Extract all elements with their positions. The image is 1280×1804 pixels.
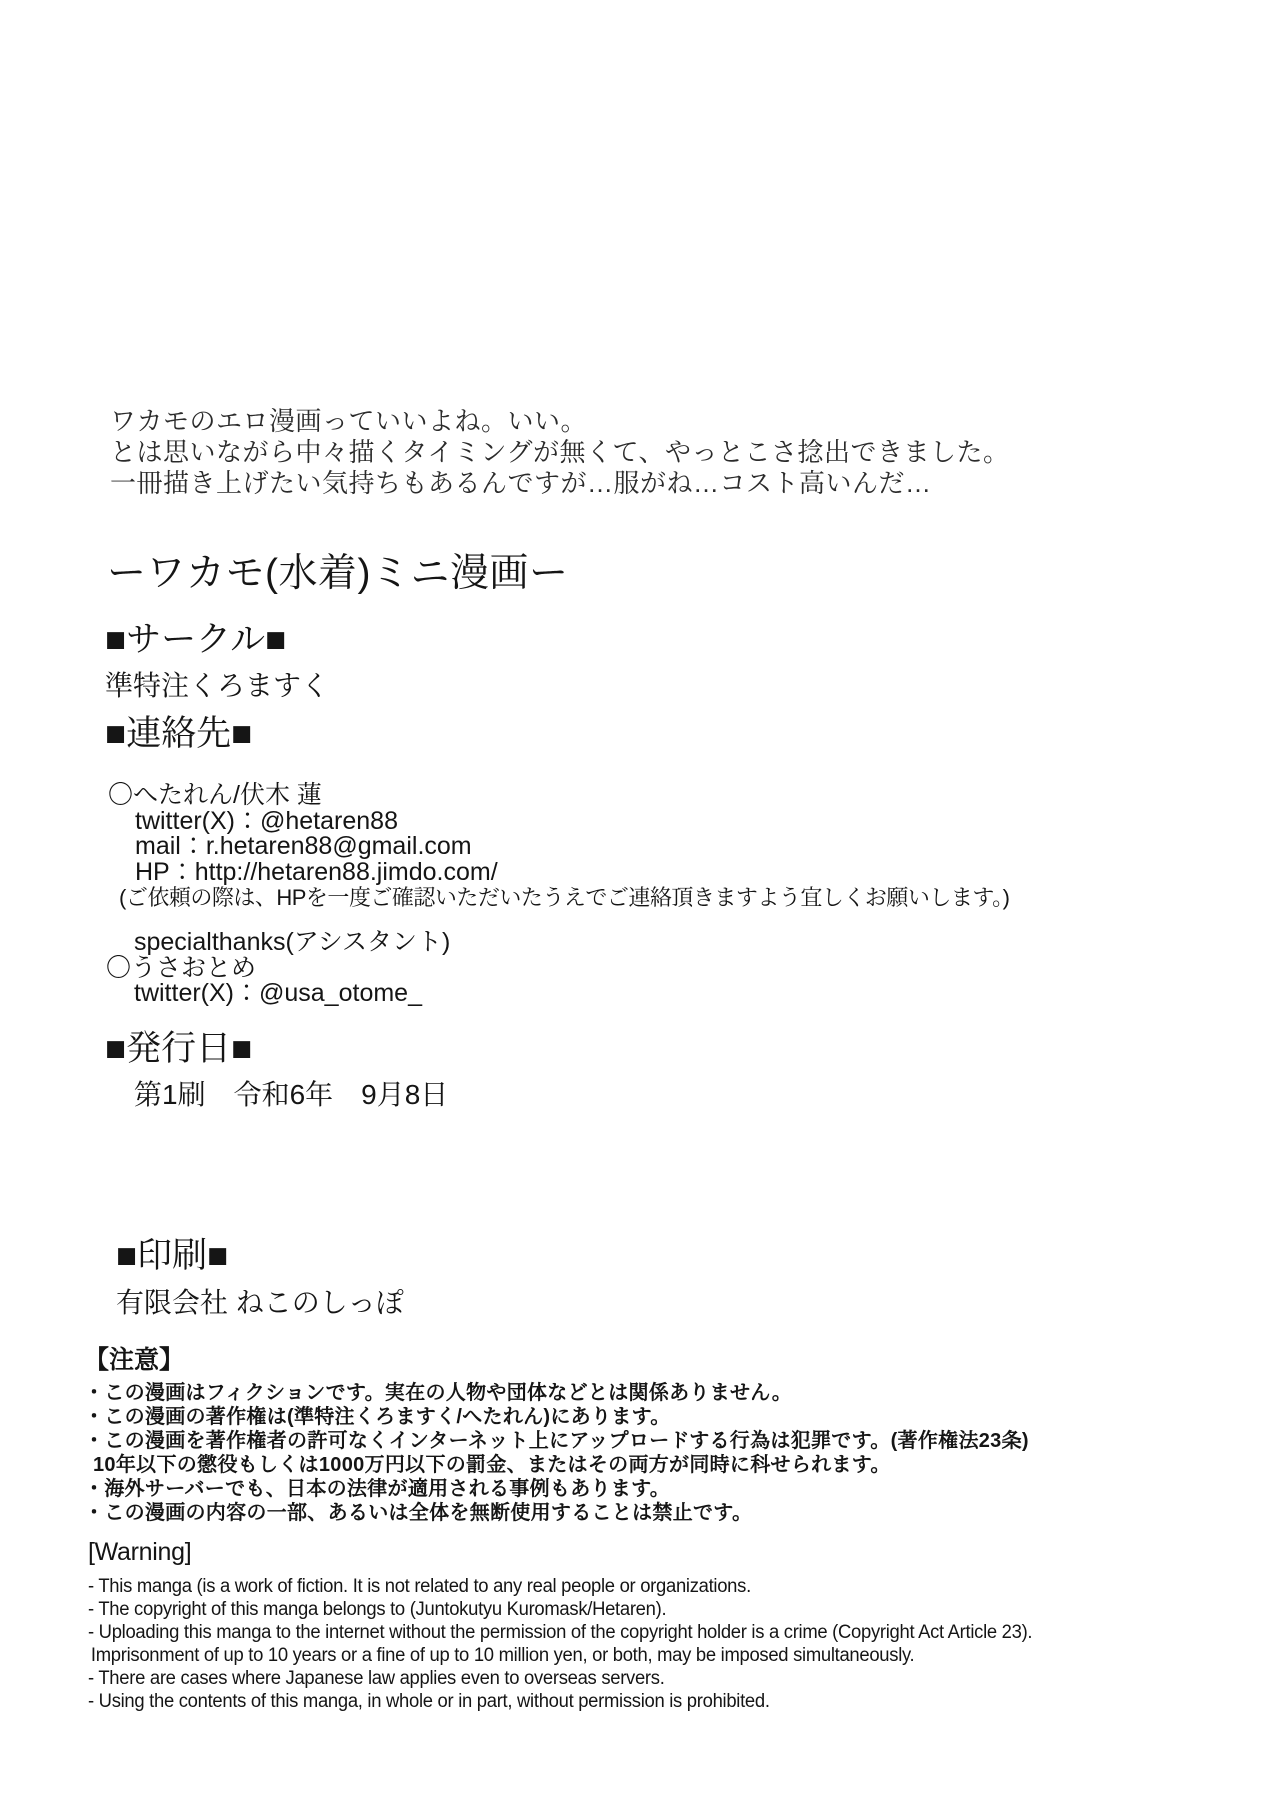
warning-line-3: - Uploading this manga to the internet without the permission of the copyright holder is a crime (Copyright Act Article 23). [88, 1622, 1033, 1643]
publication-section [105, 1031, 448, 1113]
special-thanks-section [106, 930, 450, 1007]
notice-line-2: ・この漫画の著作権は(準特注くろますく/へたれん)にあります。 [84, 1406, 671, 1428]
publication-date: 第1刷 令和6年 9月8日 [134, 1078, 449, 1110]
contact-section [108, 783, 1009, 911]
printing-company: 有限会社 ねこのしっぽ [116, 1286, 404, 1318]
notice-section [84, 1340, 1029, 1525]
doujin-title: ーワカモ(水着)ミニ漫画ー [107, 552, 569, 595]
notice-line-3: ・この漫画を著作権者の許可なくインターネット上にアップロードする行為は犯罪です。(著作権法23条) [84, 1430, 1029, 1452]
contact-heading: ■連絡先■ [105, 714, 253, 753]
notice-line-1: ・この漫画はフィクションです。実在の人物や団体などとは関係ありません。 [84, 1382, 793, 1404]
assistant-twitter: twitter(X)：@usa_otome_ [134, 979, 422, 1007]
publication-heading: ■発行日■ [105, 1029, 253, 1068]
warning-line-4: Imprisonment of up to 10 years or a fine of up to 10 million yen, or both, may be imposed simultaneously. [90, 1645, 915, 1666]
notice-line-6: ・この漫画の内容の一部、あるいは全体を無断使用することは禁止です。 [84, 1502, 753, 1524]
contact-heading-wrap [105, 716, 252, 753]
warning-line-5: - There are cases where Japanese law applies even to overseas servers. [88, 1668, 665, 1689]
special-thanks-label: specialthanks(アシスタント) [134, 928, 451, 956]
assistant-name: 〇うさおとめ [106, 953, 257, 982]
intro-line-3: 一冊描き上げたい気持ちもあるんですが…服がね…コスト高いんだ… [110, 468, 932, 498]
printing-section [116, 1238, 404, 1321]
printing-heading: ■印刷■ [116, 1236, 229, 1275]
notice-heading: 【注意】 [84, 1346, 185, 1374]
warning-heading: [Warning] [88, 1538, 192, 1566]
intro-comment [110, 406, 1009, 499]
author-name: 〇へたれん/伏木 蓮 [108, 781, 322, 809]
warning-line-2: - The copyright of this manga belongs to (Juntokutyu Kuromask/Hetaren). [88, 1599, 667, 1620]
intro-line-2: とは思いながら中々描くタイミングが無くて、やっとこさ捻出できました。 [110, 437, 1010, 467]
warning-line-6: - Using the contents of this manga, in whole or in part, without permission is prohibited. [88, 1691, 770, 1712]
author-mail: mail：r.hetaren88@gmail.com [135, 832, 472, 860]
contact-note: (ご依頼の際は、HPを一度ご確認いただいたうえでご連絡頂きますよう宜しくお願いします。) [119, 885, 1010, 910]
circle-section [105, 622, 329, 704]
notice-line-5: ・海外サーバーでも、日本の法律が適用される事例もあります。 [84, 1478, 671, 1500]
notice-line-4: 10年以下の懲役もしくは1000万円以下の罰金、またはその両方が同時に科せられます。 [93, 1454, 891, 1476]
author-homepage: HP：http://hetaren88.jimdo.com/ [135, 857, 498, 886]
warning-section [88, 1538, 1061, 1713]
author-twitter: twitter(X)：@hetaren88 [135, 806, 398, 835]
circle-heading: ■サークル■ [105, 620, 287, 659]
intro-line-1: ワカモのエロ漫画っていいよね。いい。 [110, 406, 588, 436]
warning-line-1: - This manga (is a work of fiction. It is not related to any real people or organizations. [88, 1576, 751, 1597]
circle-name: 準特注くろますく [105, 669, 330, 701]
